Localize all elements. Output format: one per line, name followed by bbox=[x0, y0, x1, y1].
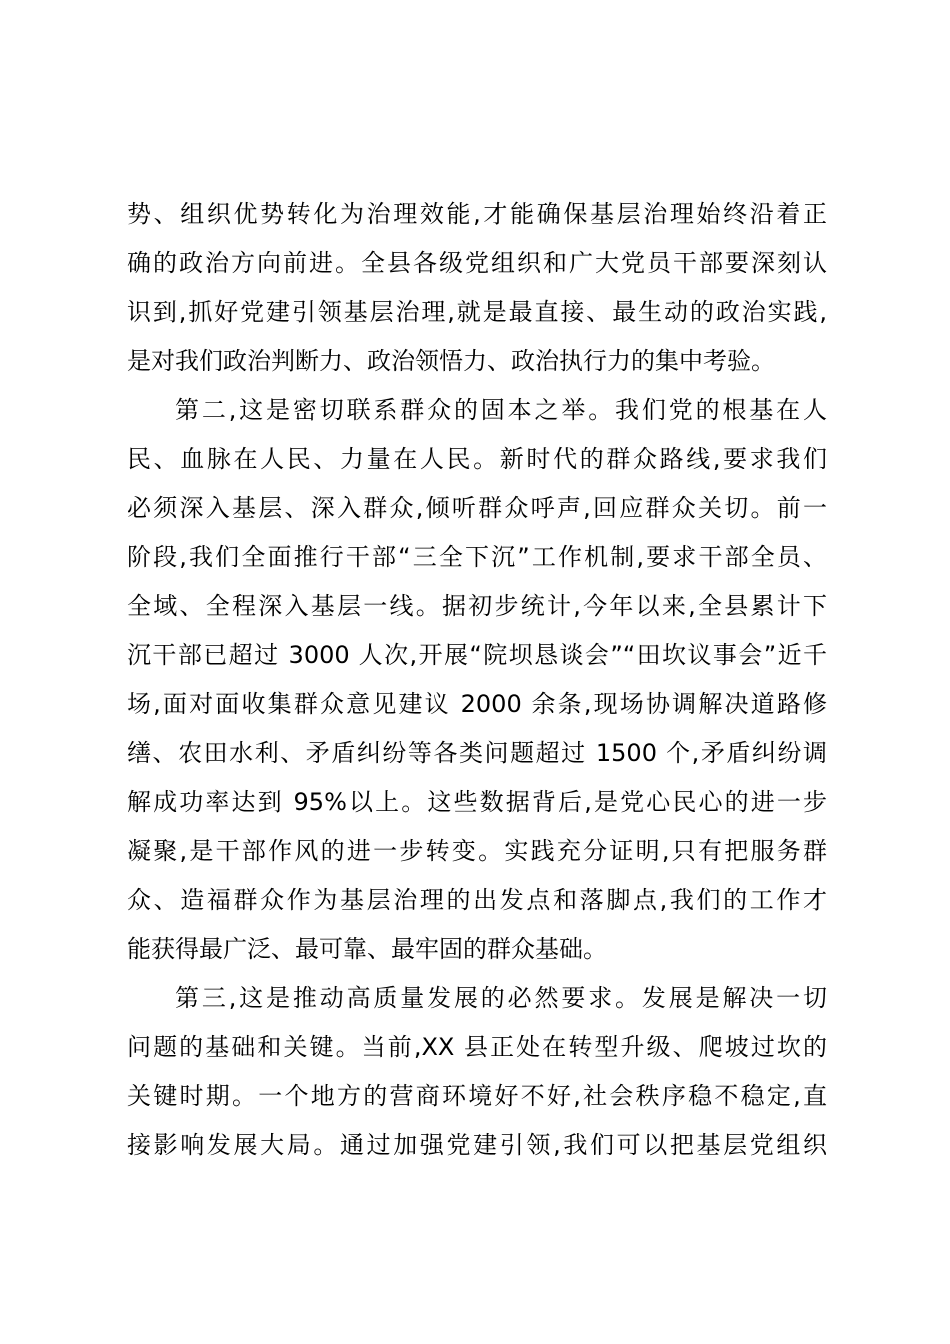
paragraph-second bbox=[127, 386, 827, 974]
text-line: 问题的基础和关键。当前,XX 县正处在转型升级、爬坡过坎的 bbox=[127, 1033, 827, 1061]
paragraph-third bbox=[127, 974, 827, 1170]
text-line: 缮、农田水利、矛盾纠纷等各类问题超过 1500 个,矛盾纠纷调 bbox=[127, 739, 827, 767]
text-line: 解成功率达到 95%以上。这些数据背后,是党心民心的进一步 bbox=[127, 788, 827, 816]
text-line: 第二,这是密切联系群众的固本之举。我们党的根基在人 bbox=[175, 396, 827, 424]
text-line: 是对我们政治判断力、政治领悟力、政治执行力的集中考验。 bbox=[127, 347, 775, 375]
text-line: 第三,这是推动高质量发展的必然要求。发展是解决一切 bbox=[175, 984, 827, 1012]
text-line: 场,面对面收集群众意见建议 2000 余条,现场协调解决道路修 bbox=[127, 690, 827, 718]
text-line: 确的政治方向前进。全县各级党组织和广大党员干部要深刻认 bbox=[127, 249, 827, 277]
text-line: 阶段,我们全面推行干部“三全下沉”工作机制,要求干部全员、 bbox=[127, 543, 827, 571]
text-line: 识到,抓好党建引领基层治理,就是最直接、最生动的政治实践, bbox=[127, 298, 827, 326]
text-line: 接影响发展大局。通过加强党建引领,我们可以把基层党组织 bbox=[127, 1131, 827, 1159]
text-line: 必须深入基层、深入群众,倾听群众呼声,回应群众关切。前一 bbox=[127, 494, 827, 522]
text-line: 民、血脉在人民、力量在人民。新时代的群众路线,要求我们 bbox=[127, 445, 827, 473]
text-line: 众、造福群众作为基层治理的出发点和落脚点,我们的工作才 bbox=[127, 886, 827, 914]
text-line: 凝聚,是干部作风的进一步转变。实践充分证明,只有把服务群 bbox=[127, 837, 827, 865]
text-line: 全域、全程深入基层一线。据初步统计,今年以来,全县累计下 bbox=[127, 592, 827, 620]
document-page bbox=[127, 190, 827, 1170]
text-line: 沉干部已超过 3000 人次,开展“院坝恳谈会”“田坎议事会”近千 bbox=[127, 641, 827, 669]
text-line: 势、组织优势转化为治理效能,才能确保基层治理始终沿着正 bbox=[127, 200, 827, 228]
text-line: 能获得最广泛、最可靠、最牢固的群众基础。 bbox=[127, 935, 607, 963]
text-line: 关键时期。一个地方的营商环境好不好,社会秩序稳不稳定,直 bbox=[127, 1082, 827, 1110]
paragraph-continued bbox=[127, 190, 827, 386]
